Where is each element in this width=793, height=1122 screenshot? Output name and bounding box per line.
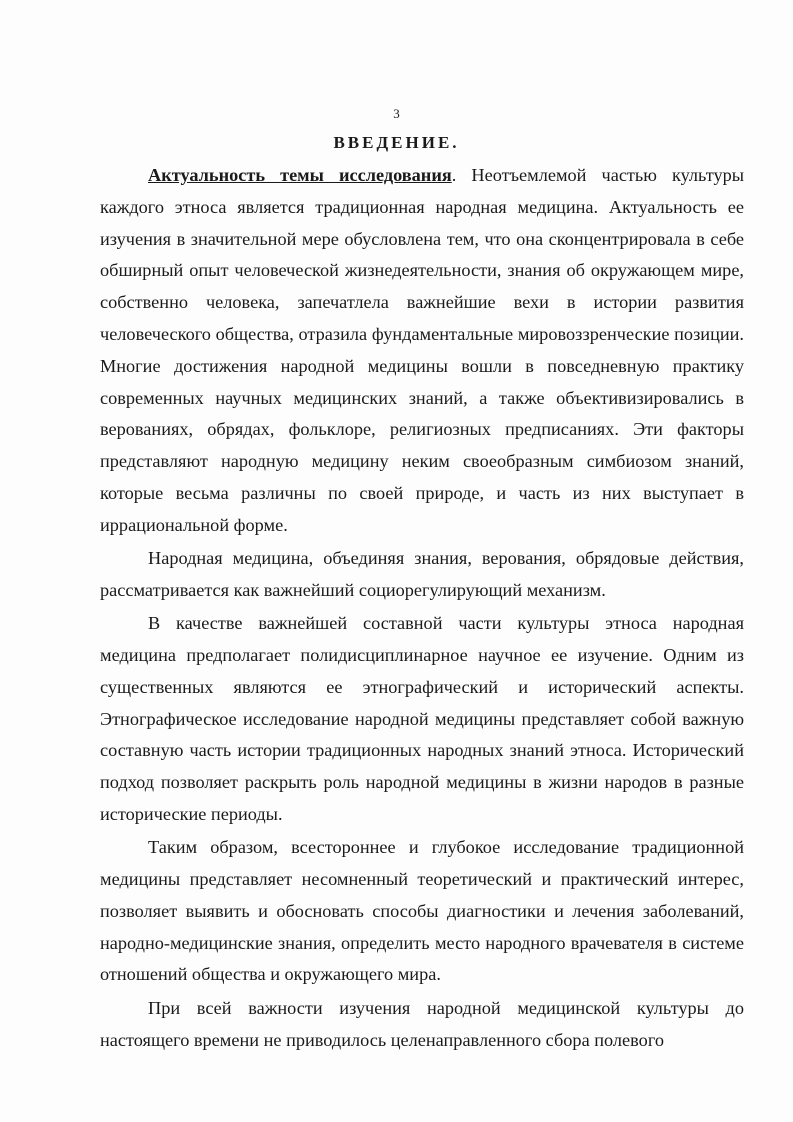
paragraph: В качестве важнейшей составной части культуры этноса народная медицина предполагает полидисциплинарное научное ее изучение. Одним из существенных являются ее этнографический и исторический аспекты. Этнографическое исследование народной медицины представляет собой важную составную часть истории традиционных народных знаний этноса. Исторический подход позволяет раскрыть роль народной медицины в жизни народов в разные исторические периоды. — [100, 613, 744, 824]
page-title: ВВЕДЕНИЕ. — [333, 133, 460, 152]
paragraph: Таким образом, всестороннее и глубокое исследование традиционной медицины представляет несомненный теоретический и практический интерес, позволяет выявить и обосновать способы диагностики и лечения заболеваний, народно-медицинские знания, определить место народного врачевателя в системе отношений общества и окружающего мира. — [100, 837, 744, 985]
paragraph-relevance — [100, 160, 744, 542]
page-number: 3 — [393, 106, 400, 121]
paragraph-lead-heading: Актуальность темы исследования — [148, 165, 452, 185]
paragraph-text: . Неотъемлемой частью культуры каждого этноса является традиционная народная медицина. Актуальность ее изучения в значительной мере обусловлена тем, что она сконцентрировала в себе обширный опыт человеческой жизнедеятельности, знания об окружающем мире, собственно человека, запечатлела важнейшие вехи в истории развития человеческого общества, отразила фундаментальные мировоззренческие позиции. Многие достижения народной медицины вошли в повседневную практику современных научных медицинских знаний, а также объективизировались в верованиях, обрядах, фольклоре, религиозных предписаниях. Эти факторы представляют народную медицину неким своеобразным симбиозом знаний, которые весьма различны по своей природе, и часть из них выступает в иррациональной форме. — [100, 165, 745, 535]
body-text — [100, 160, 744, 1056]
paragraph: При всей важности изучения народной медицинской культуры до настоящего времени не приводилось целенаправленного сбора полевого — [100, 997, 744, 1050]
paragraph: Народная медицина, объединяя знания, верования, обрядовые действия, рассматривается как важнейший социорегулирующий механизм. — [100, 548, 744, 600]
